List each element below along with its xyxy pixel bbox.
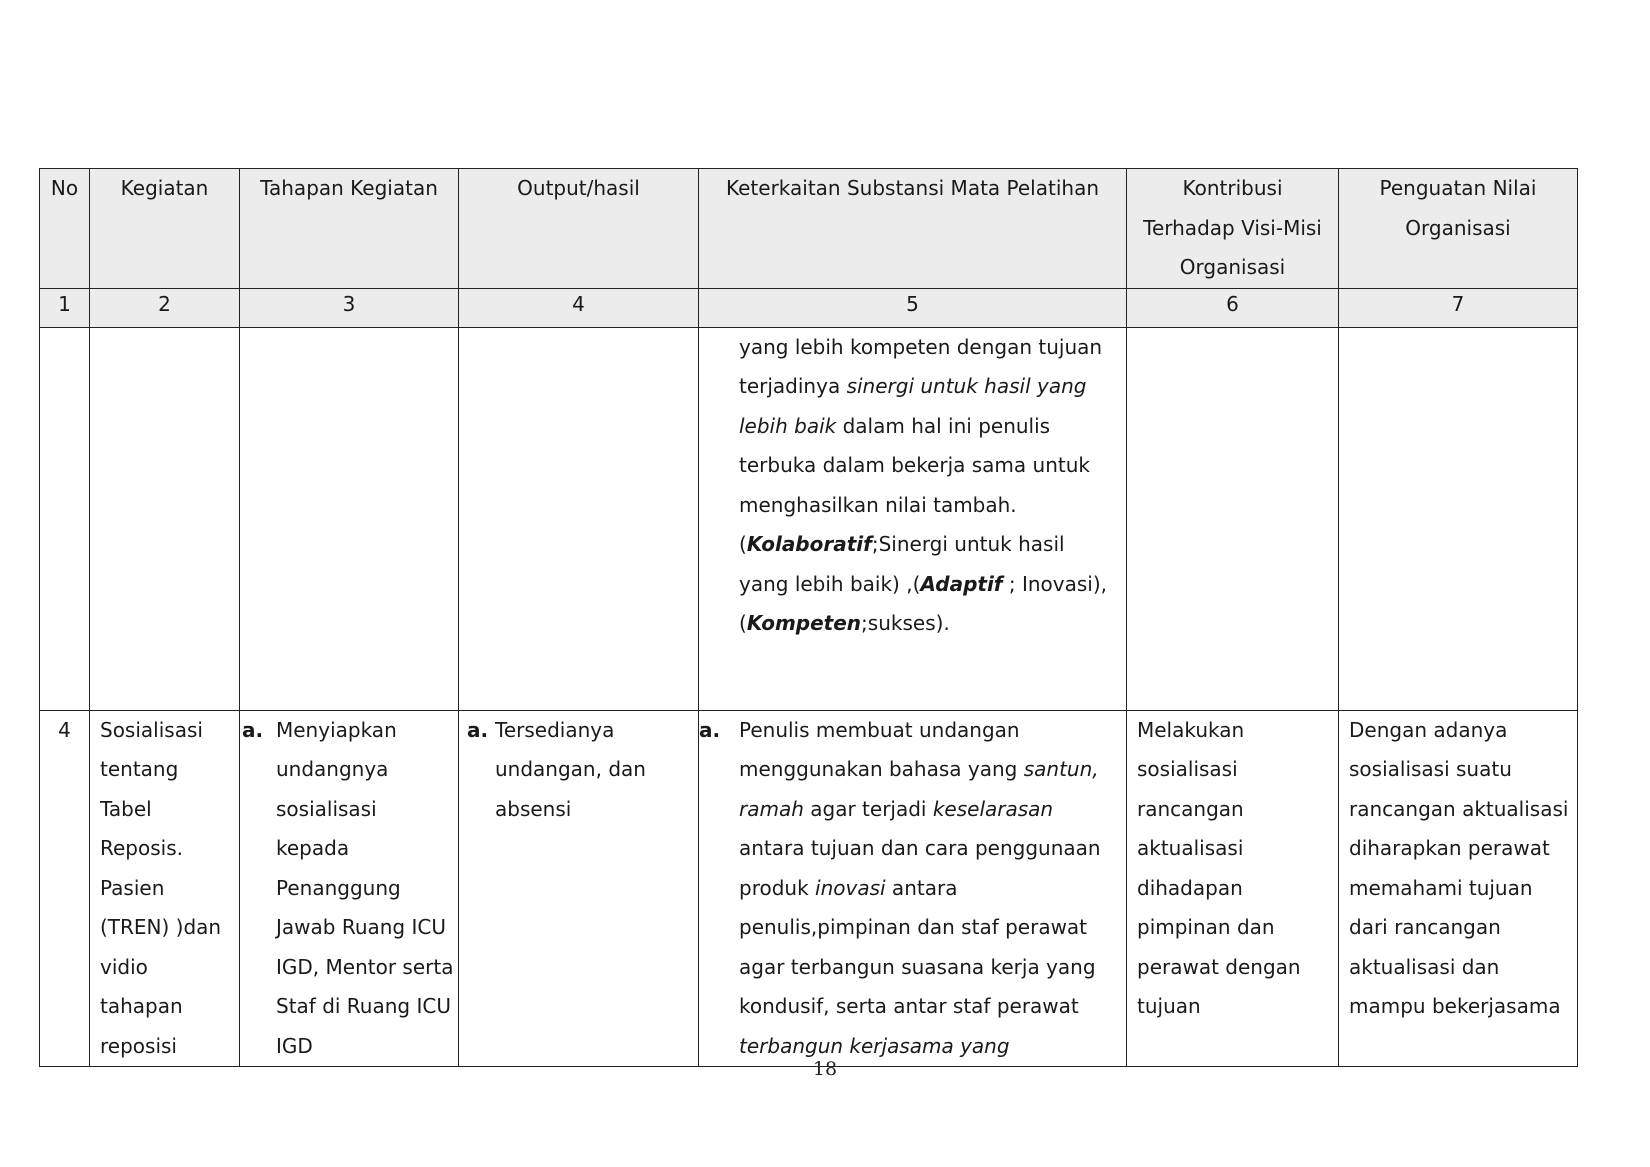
continuation-text: dalam hal ini penulis terbuka dalam bekerja sama untuk menghasilkan nilai tambah.( — [739, 413, 1090, 556]
header-row — [40, 169, 1578, 289]
empty-cell — [40, 327, 90, 710]
header-no: No — [40, 169, 90, 289]
output-text: Tersedianya undangan, dan absensi — [495, 717, 646, 821]
continuation-text: ;Sinergi untuk hasil yang lebih baik) ,( — [739, 532, 1065, 596]
column-number: 3 — [240, 288, 459, 327]
continuation-row — [40, 327, 1578, 710]
keterkaitan-italic: inovasi — [815, 875, 886, 900]
page-number: 18 — [812, 1058, 838, 1080]
column-number: 4 — [459, 288, 699, 327]
row-number: 4 — [40, 710, 90, 1067]
column-number: 7 — [1339, 288, 1578, 327]
header-kegiatan: Kegiatan — [90, 169, 240, 289]
value-kolaboratif: Kolaboratif — [746, 532, 872, 556]
list-marker: a. — [242, 717, 264, 742]
column-number: 1 — [40, 288, 90, 327]
keterkaitan-cell — [699, 710, 1127, 1067]
kontribusi-cell: Melakukan sosialisasi rancangan aktualisasi dihadapan pimpinan dan perawat dengan tujuan — [1127, 710, 1339, 1067]
header-kontribusi-visi-misi: Kontribusi Terhadap Visi-Misi Organisasi — [1127, 169, 1339, 289]
header-output-hasil: Output/hasil — [459, 169, 699, 289]
header-penguatan-nilai: Penguatan Nilai Organisasi — [1339, 169, 1578, 289]
keterkaitan-italic: keselarasan — [932, 796, 1054, 821]
output-cell — [459, 710, 699, 1067]
column-number: 5 — [699, 288, 1127, 327]
activity-table — [39, 168, 1578, 1067]
column-number-row — [40, 288, 1578, 327]
continuation-italic: sinergi untuk hasil yang lebih baik — [739, 374, 1087, 438]
keterkaitan-text: antara tujuan dan cara penggunaan produk — [739, 836, 1101, 900]
column-number: 2 — [90, 288, 240, 327]
continuation-text: ; Inovasi), ( — [739, 571, 1107, 635]
keterkaitan-text: Penulis membuat undangan menggunakan bahasa yang — [739, 717, 1024, 781]
header-tahapan-kegiatan: Tahapan Kegiatan — [240, 169, 459, 289]
kegiatan-cell: Sosialisasi tentang Tabel Reposis. Pasien (TREN) )dan vidio tahapan reposisi — [90, 710, 240, 1067]
list-marker: a. — [467, 717, 489, 742]
tahapan-text: Menyiapkan undangnya sosialisasi kepada Penanggung Jawab Ruang ICU IGD, Mentor serta Staf di Ruang ICU IGD — [276, 717, 454, 1058]
tahapan-cell — [240, 710, 459, 1067]
table-row — [40, 710, 1578, 1067]
empty-cell — [1339, 327, 1578, 710]
continuation-keterkaitan — [699, 327, 1127, 710]
value-kompeten: Kompeten — [746, 611, 862, 635]
keterkaitan-italic: santun, ramah — [739, 757, 1099, 821]
empty-cell — [459, 327, 699, 710]
list-marker: a. — [699, 717, 721, 742]
header-keterkaitan-substansi: Keterkaitan Substansi Mata Pelatihan — [699, 169, 1127, 289]
keterkaitan-text: agar terjadi — [803, 796, 933, 821]
empty-cell — [1127, 327, 1339, 710]
column-number: 6 — [1127, 288, 1339, 327]
penguatan-cell: Dengan adanya sosialisasi suatu rancangan aktualisasi diharapkan perawat memahami tujuan dari rancangan aktualisasi dan mampu bekerjasama — [1339, 710, 1578, 1067]
value-adaptif: Adaptif — [920, 571, 1003, 596]
keterkaitan-text: antara penulis,pimpinan dan staf perawat agar terbangun suasana kerja yang kondusif, serta antar staf perawat — [739, 875, 1096, 1018]
empty-cell — [90, 327, 240, 710]
empty-cell — [240, 327, 459, 710]
keterkaitan-italic: terbangun kerjasama yang — [739, 1033, 1010, 1058]
continuation-text: ;sukses). — [861, 611, 950, 635]
continuation-text: yang lebih kompeten dengan tujuan terjadinya — [739, 334, 1103, 398]
